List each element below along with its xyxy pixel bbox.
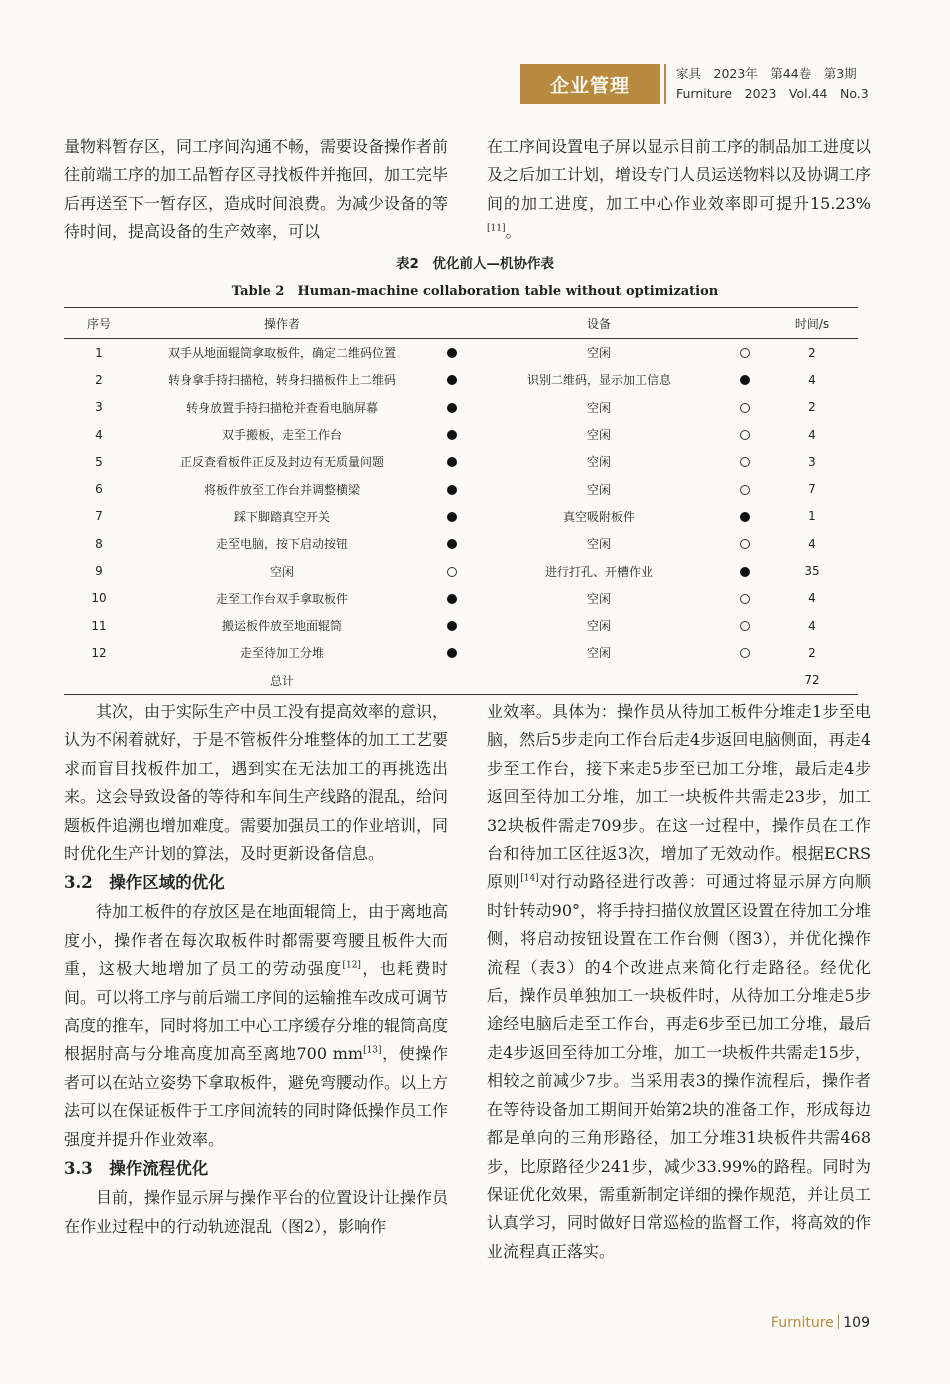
hollow-circle-icon <box>740 621 750 631</box>
page-number: 109 <box>843 1315 870 1331</box>
total-value: 72 <box>766 667 858 695</box>
journal-info <box>676 64 869 104</box>
filled-circle-icon <box>447 348 457 358</box>
table-row <box>64 530 858 557</box>
operator-state-marker <box>430 448 474 475</box>
section-badge <box>520 64 660 104</box>
total-label: 总计 <box>134 667 430 695</box>
hollow-circle-icon <box>740 403 750 413</box>
operator-state-marker <box>430 394 474 421</box>
operator-action: 搬运板件放至地面辊筒 <box>221 619 342 634</box>
filled-circle-icon <box>447 594 457 604</box>
table-row <box>64 585 858 612</box>
device-action: 空闲 <box>586 619 611 634</box>
citation: [11] <box>487 223 506 234</box>
table-row <box>64 639 858 666</box>
row-number: 11 <box>91 618 107 633</box>
citation: [12] <box>342 960 361 971</box>
table-title-en: Table 2 Human-machine collaboration table without optimization <box>231 284 719 299</box>
device-action: 进行打孔、开槽作业 <box>544 564 653 579</box>
operator-state-marker <box>430 612 474 639</box>
operator-action: 转身拿手持扫描枪，转身扫描板件上二维码 <box>167 373 396 388</box>
time-value: 4 <box>808 372 816 387</box>
device-state-marker <box>724 394 766 421</box>
citation: [13] <box>363 1046 382 1057</box>
filled-circle-icon <box>447 539 457 549</box>
footer-divider <box>838 1314 840 1329</box>
device-state-marker <box>724 503 766 530</box>
time-value: 3 <box>808 454 816 469</box>
time-value: 4 <box>808 591 816 606</box>
row-number: 8 <box>95 536 103 551</box>
row-number: 9 <box>95 564 103 579</box>
paragraph: 待加工板件的存放区是在地面辊筒上，由于离地高度小，操作者在每次取板件时都需要弯腰且板件大而重，这极大地增加了员工的劳动强度[12]，也耗费时间。可以将工序与前后端工序间的运输推车改成可调节高度的推车，同时将加工中心工序缓存分堆的辊筒高度根据肘高与分堆高度加高至离地700 mm[13]，使操作者可以在站立姿势下拿取板件，避免弯腰动作。以上方法可以在保证板件于工序间流转的同时降低操作员工作强度并提升作业效率。 <box>64 902 449 1149</box>
filled-circle-icon <box>740 567 750 577</box>
paragraph: 量物料暂存区，同工序间沟通不畅，需要设备操作者前往前端工序的加工品暂存区寻找板件并拖回，加工完毕后再送至下一暂存区，造成时间浪费。为减少设备的等待时间，提高设备的生产效率，可以 <box>64 137 449 242</box>
operator-state-marker <box>430 530 474 557</box>
operator-action: 正反查看板件正反及封边有无质量问题 <box>179 455 384 470</box>
filled-circle-icon <box>447 648 457 658</box>
device-state-marker <box>724 339 766 367</box>
device-state-marker <box>724 612 766 639</box>
filled-circle-icon <box>447 403 457 413</box>
time-value: 35 <box>804 564 820 579</box>
page-footer <box>771 1314 870 1331</box>
human-machine-table <box>64 307 858 695</box>
right-column-top <box>487 133 871 247</box>
paragraph: 其次，由于实际生产中员工没有提高效率的意识，认为不闲着就好，于是不管板件分堆整体的加工工艺要求而盲目找板件加工，遇到实在无法加工的再挑选出来。这会导致设备的等待和车间生产线路的混乱，给问题板件追溯也增加难度。需要加强员工的作业培训，同时优化生产计划的算法，及时更新设备信息。 <box>64 702 449 864</box>
hollow-circle-icon <box>740 430 750 440</box>
time-value: 4 <box>808 427 816 442</box>
device-state-marker <box>724 530 766 557</box>
device-action: 空闲 <box>586 482 611 497</box>
paragraph: 目前，操作显示屏与操作平台的位置设计让操作员在作业过程中的行动轨迹混乱（图2），影响作 <box>64 1188 449 1236</box>
device-state-marker <box>724 366 766 393</box>
device-action: 空闲 <box>586 400 611 415</box>
device-action: 空闲 <box>586 455 611 470</box>
device-action: 识别二维码，显示加工信息 <box>526 373 671 388</box>
hollow-circle-icon <box>740 594 750 604</box>
table-total-row <box>64 667 858 695</box>
row-number: 3 <box>95 400 103 415</box>
row-number: 4 <box>95 427 103 442</box>
row-number: 10 <box>91 591 107 606</box>
operator-action: 踩下脚踏真空开关 <box>233 509 330 524</box>
device-action: 空闲 <box>586 646 611 661</box>
journal-info-en: Furniture 2023 Vol.44 No.3 <box>676 86 869 101</box>
operator-state-marker <box>430 585 474 612</box>
time-value: 2 <box>808 645 816 660</box>
time-value: 7 <box>808 482 816 497</box>
table-row <box>64 503 858 530</box>
device-state-marker <box>724 448 766 475</box>
filled-circle-icon <box>740 512 750 522</box>
device-state-marker <box>724 475 766 502</box>
section-heading-3-2: 3.2 操作区域的优化 <box>64 873 225 893</box>
filled-circle-icon <box>447 621 457 631</box>
operator-state-marker <box>430 366 474 393</box>
table-row <box>64 366 858 393</box>
operator-action: 转身放置手持扫描枪并查看电脑屏幕 <box>185 400 378 415</box>
filled-circle-icon <box>447 430 457 440</box>
footer-brand: Furniture <box>770 1315 834 1331</box>
hollow-circle-icon <box>740 348 750 358</box>
col-header-time: 时间/s <box>766 308 858 339</box>
col-header-no: 序号 <box>64 308 134 339</box>
filled-circle-icon <box>447 485 457 495</box>
operator-action: 空闲 <box>269 564 294 579</box>
operator-action: 走至电脑，按下启动按钮 <box>215 537 348 552</box>
time-value: 2 <box>808 345 816 360</box>
device-action: 空闲 <box>586 428 611 443</box>
time-value: 2 <box>808 400 816 415</box>
row-number: 7 <box>95 509 103 524</box>
operator-action: 走至待加工分堆 <box>239 646 324 661</box>
left-column-top <box>64 133 448 247</box>
time-value: 4 <box>808 618 816 633</box>
time-value: 4 <box>808 536 816 551</box>
table-row <box>64 339 858 367</box>
table-row <box>64 612 858 639</box>
paragraph: 在工序间设置电子屏以显示目前工序的制品加工进度以及之后加工计划，增设专门人员运送物料以及协调工序间的加工进度，加工中心作业效率即可提升15.23%[11]。 <box>487 137 872 242</box>
operator-action: 走至工作台双手拿取板件 <box>215 591 348 606</box>
operator-action: 将板件放至工作台并调整横梁 <box>203 482 360 497</box>
table-row <box>64 557 858 584</box>
section-heading-3-3: 3.3 操作流程优化 <box>64 1159 209 1179</box>
right-column-bottom <box>487 698 871 1266</box>
table-row <box>64 394 858 421</box>
citation: [14] <box>520 874 539 885</box>
operator-action: 双手搬板，走至工作台 <box>221 428 342 443</box>
hollow-circle-icon <box>740 485 750 495</box>
filled-circle-icon <box>447 375 457 385</box>
operator-state-marker <box>430 639 474 666</box>
section-title: 企业管理 <box>549 74 630 97</box>
hollow-circle-icon <box>740 539 750 549</box>
table-header-row <box>64 308 858 339</box>
filled-circle-icon <box>740 375 750 385</box>
row-number: 12 <box>91 645 107 660</box>
row-number: 2 <box>95 372 103 387</box>
operator-action: 双手从地面辊筒拿取板件，确定二维码位置 <box>167 346 396 361</box>
table-title-cn: 表2 优化前人—机协作表 <box>396 256 554 272</box>
filled-circle-icon <box>447 512 457 522</box>
operator-state-marker <box>430 503 474 530</box>
device-state-marker <box>724 557 766 584</box>
row-number: 5 <box>95 454 103 469</box>
row-number: 6 <box>95 482 103 497</box>
hollow-circle-icon <box>740 457 750 467</box>
device-state-marker <box>724 639 766 666</box>
device-action: 空闲 <box>586 537 611 552</box>
device-state-marker <box>724 421 766 448</box>
time-value: 1 <box>808 509 816 524</box>
journal-info-cn: 家具 2023年 第44卷 第3期 <box>676 66 857 81</box>
paragraph: 业效率。具体为：操作员从待加工板件分堆走1步至电脑，然后5步走向工作台后走4步返回电脑侧面，再走4步至工作台，接下来走5步至已加工分堆，最后走4步返回至待加工分堆，加工一块板件共需走23步，加工32块板件需走709步。在这一过程中，操作员在工作台和待加工区往返3次，增加了无效动作。根据ECRS原则[14]对行动路径进行改善：可通过将显示屏方向顺时针转动90°，将手持扫描仪放置区设置在待加工分堆侧，将启动按钮设置在工作台侧（图3），并优化操作流程（表3）的4个改进点来简化行走路径。经优化后，操作员单独加工一块板件时，从待加工分堆走5步途经电脑后走至工作台，再走6步至已加工分堆，最后走4步返回至待加工分堆，加工一块板件共需走15步，相较之前减少7步。当采用表3的操作流程后，操作者在等待设备加工期间开始第2块的准备工作，形成每边都是单向的三角形路径，加工分堆31块板件共需468步，比原路径少241步，减少33.99%的路程。同时为保证优化效果，需重新制定详细的操作规范，并让员工认真学习，同时做好日常巡检的监督工作，将高效的作业流程真正落实。 <box>487 702 872 1261</box>
device-action: 空闲 <box>586 591 611 606</box>
table-row <box>64 475 858 502</box>
left-column-bottom <box>64 698 448 1241</box>
hollow-circle-icon <box>740 648 750 658</box>
device-state-marker <box>724 585 766 612</box>
col-header-device: 设备 <box>474 308 724 339</box>
device-action: 真空吸附板件 <box>562 509 635 524</box>
operator-state-marker <box>430 339 474 367</box>
operator-state-marker <box>430 421 474 448</box>
hollow-circle-icon <box>447 567 457 577</box>
device-action: 空闲 <box>586 346 611 361</box>
filled-circle-icon <box>447 457 457 467</box>
row-number: 1 <box>95 345 103 360</box>
col-header-operator: 操作者 <box>134 308 430 339</box>
operator-state-marker <box>430 475 474 502</box>
header-divider <box>664 64 666 104</box>
table-row <box>64 448 858 475</box>
table-row <box>64 421 858 448</box>
operator-state-marker <box>430 557 474 584</box>
